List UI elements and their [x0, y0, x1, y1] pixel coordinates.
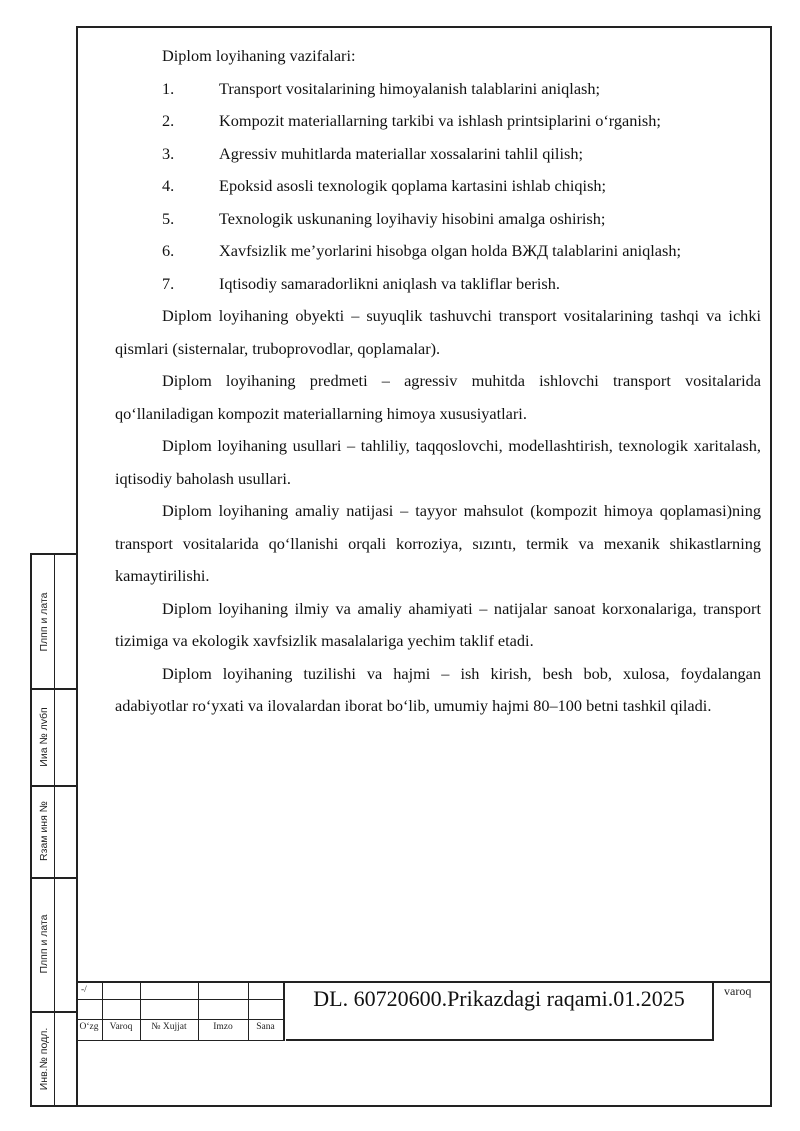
- paragraph-object: Diplom loyihaning obyekti – suyuqlik tashuvchi transport vositalarining tashqi va ichki qismlari (sisternalar, truboprovodlar, qoplamalar).: [115, 306, 761, 358]
- list-item: 1. Transport vositalarining himoyalanish talablarini aniqlash;: [162, 78, 601, 98]
- side-label-sign-date-2: Плпп и лата: [38, 914, 50, 974]
- code-underline: [286, 1039, 712, 1041]
- tasks-list: [115, 73, 761, 301]
- list-item: 2. Kompozit materiallarning tarkibi va ishlash printsiplarini o‘rganish;: [162, 111, 661, 130]
- list-item: 4. Epoksid asosli texnologik qoplama kartasini ishlab chiqish;: [162, 176, 607, 195]
- document-body: [115, 40, 761, 723]
- side-label-inv-original: Инв.№ подл.: [38, 1027, 50, 1091]
- tasks-heading: Diplom loyihaning vazifalari:: [162, 46, 356, 65]
- col-date: Sana: [256, 1022, 275, 1032]
- side-divider: [54, 555, 55, 1105]
- sheet-label: varoq: [724, 984, 752, 998]
- list-item: 7. Iqtisodiy samaradorlikni aniqlash va takliflar berish.: [162, 273, 560, 293]
- col-document: № Xujjat: [151, 1022, 187, 1032]
- list-item: 3. Agressiv muhitlarda materiallar xossalarini tahlil qilish;: [162, 143, 583, 163]
- title-block: [76, 981, 772, 1041]
- side-label-replace-inv: Rзам иня №: [38, 801, 50, 861]
- col-sheet: Varoq: [109, 1022, 133, 1032]
- col-signature: Imzo: [213, 1022, 233, 1032]
- list-item: 5. Texnologik uskunaning loyihaviy hisobini amalga oshirish;: [162, 208, 606, 228]
- list-item: 6. Xavfsizlik me’yorlarini hisobga olgan holda BЖД talablarini aniqlash;: [162, 241, 682, 260]
- paragraph-practical-result: Diplom loyihaning amaliy natijasi – tayyor mahsulot (kompozit himoya qoplamasi)ning transport vositalarida qo‘llanishi orqali korroziya, sızıntı, termik va mexanik shikastlarning kamaytirilishi.: [115, 501, 761, 585]
- revision-mark: -/: [81, 985, 87, 995]
- paragraph-structure: Diplom loyihaning tuzilishi va hajmi – ish kirish, besh bob, xulosa, foydalangan adabiyotlar ro‘yxati va ilovalardan iborat bo‘lib, umumiy hajmi 80–100 betni tashkil qiladi.: [115, 663, 761, 715]
- document-code: DL. 60720600.Prikazdagi raqami.01.2025: [313, 986, 685, 1011]
- paragraph-significance: Diplom loyihaning ilmiy va amaliy ahamiyati – natijalar sanoat korxonalariga, transport tizimiga va ekologik xavfsizlik masalalariga yechim taklif etadi.: [115, 598, 761, 650]
- sheet-divider: [712, 981, 714, 1041]
- paragraph-subject: Diplom loyihaning predmeti – agressiv muhitda ishlovchi transport vositalarida qo‘llaniladigan kompozit materiallarning himoya xususiyatlari.: [115, 371, 761, 423]
- revision-grid: [76, 981, 284, 1041]
- side-stamp-strip: [30, 553, 76, 1107]
- paragraph-methods: Diplom loyihaning usullari – tahliliy, taqqoslovchi, modellashtirish, texnologik xaritalash, iqtisodiy baholash usullari.: [115, 436, 761, 488]
- side-label-sign-date: Плпп и лата: [38, 591, 50, 652]
- side-label-inv-dup: Ииа № лvбп: [38, 706, 50, 767]
- col-change: O‘zg: [79, 1022, 99, 1032]
